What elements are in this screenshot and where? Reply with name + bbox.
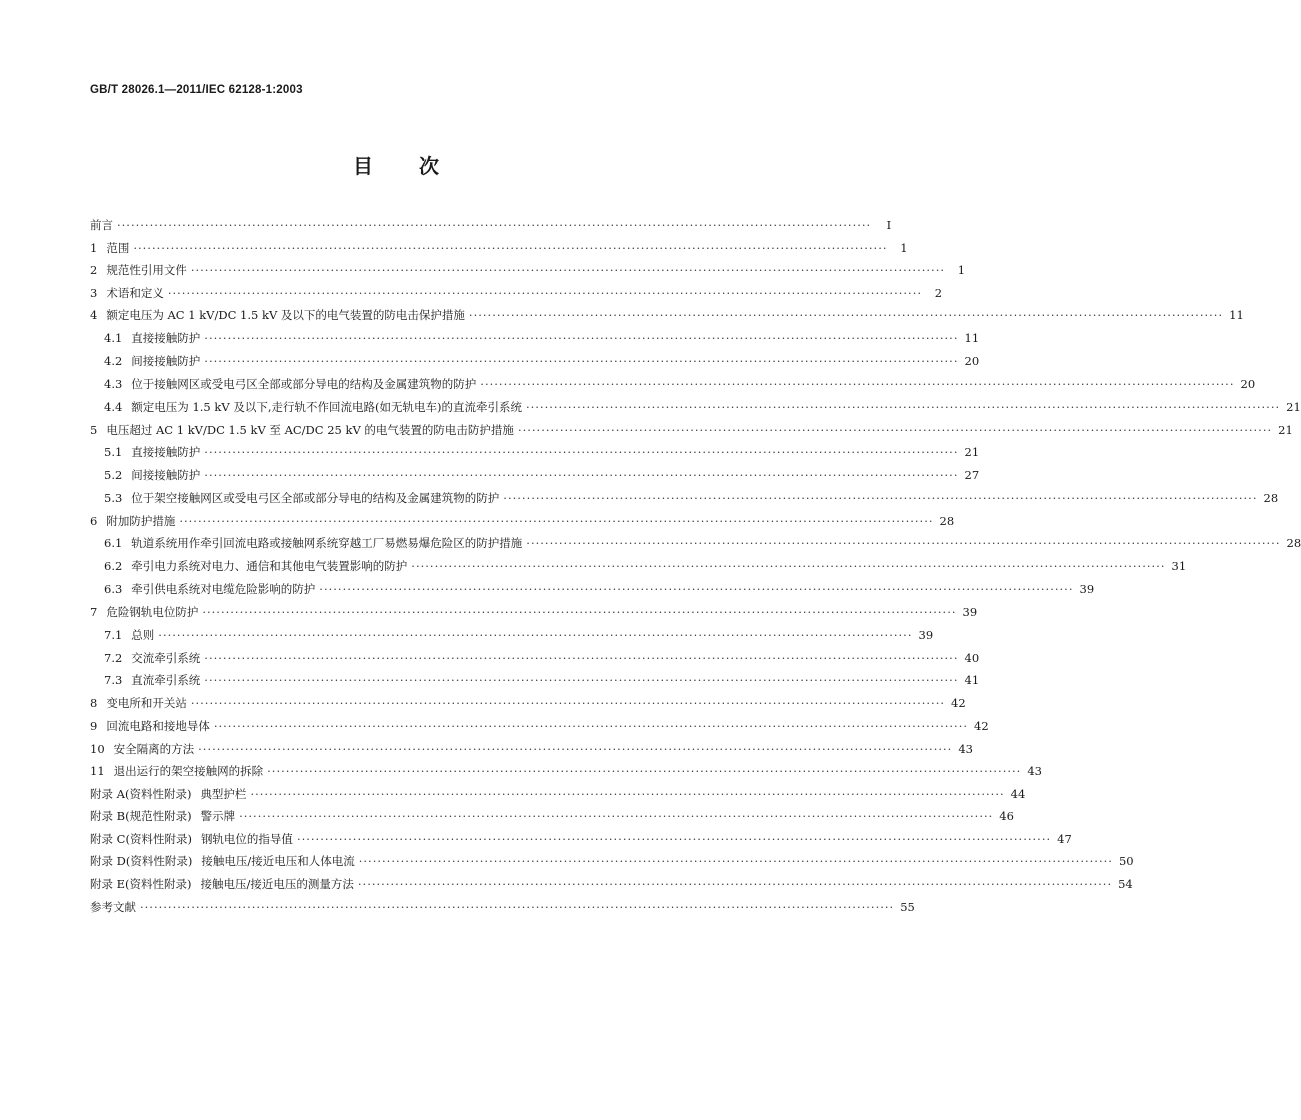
toc-entry[interactable]: [90, 738, 973, 761]
dot-leader: [358, 873, 1112, 896]
toc-entry-label: [90, 214, 113, 237]
toc-entry-page: Ⅰ: [886, 218, 892, 232]
toc-entry[interactable]: [90, 692, 966, 715]
dot-leader: [158, 624, 912, 647]
toc-entry-number: 附录 B(规范性附录): [90, 809, 192, 824]
toc-entry-label: [90, 783, 246, 806]
dot-leader: [250, 783, 1004, 806]
toc-entry-page: 42: [951, 696, 966, 711]
toc-entry-page: 21: [1278, 422, 1293, 437]
toc-entry-label: [90, 282, 164, 305]
dot-leader: [526, 396, 1280, 419]
toc-entry-label: [90, 237, 129, 260]
toc-entry[interactable]: [90, 578, 1095, 601]
toc-entry-label: [90, 715, 210, 738]
toc-entry[interactable]: [90, 850, 1134, 873]
toc-entry[interactable]: [90, 532, 1301, 555]
dot-leader: [202, 601, 956, 624]
toc-entry-page: 31: [1171, 559, 1187, 574]
dot-leader: [133, 237, 887, 260]
toc-entry-label: [90, 304, 465, 327]
toc-entry-text: 参考文献: [90, 899, 136, 914]
toc-entry-number: 7.1: [104, 627, 123, 642]
dot-leader: [480, 373, 1234, 396]
toc-entry-text: 危险钢轨电位防护: [106, 605, 199, 620]
toc-entry-number: 6.3: [104, 582, 123, 597]
toc-entry-text: 接触电压/接近电压的测量方法: [200, 877, 354, 892]
toc-entry-number: 附录 C(资料性附录): [90, 831, 192, 846]
toc-entry-number: 8: [90, 696, 98, 711]
toc-entry-label: [104, 396, 522, 419]
toc-entry-label: [104, 464, 200, 487]
toc-entry-number: 附录 A(资料性附录): [90, 786, 192, 801]
toc-entry-page: 41: [964, 673, 980, 688]
toc-entry-page: 11: [1229, 308, 1244, 323]
toc-entry-number: 9: [90, 718, 98, 733]
toc-entry-text: 直接接触防护: [131, 445, 201, 460]
toc-entry-number: 附录 E(资料性附录): [90, 877, 192, 892]
dot-leader: [204, 441, 958, 464]
toc-entry[interactable]: [90, 715, 989, 738]
toc-entry-page: 40: [964, 650, 980, 665]
toc-entry-text: 位于架空接触网区或受电弓区全部或部分导电的结构及金属建筑物的防护: [131, 490, 500, 505]
toc-entry-text: 牵引供电系统对电缆危险影响的防护: [131, 582, 316, 597]
toc-entry[interactable]: [90, 783, 1026, 806]
toc-entry-number: 4.1: [104, 330, 123, 345]
toc-entry-label: [104, 647, 200, 670]
toc-entry[interactable]: [90, 873, 1133, 896]
toc-entry-number: 5.3: [104, 490, 123, 505]
toc-entry-number: 10: [90, 741, 105, 756]
dot-leader: [204, 647, 958, 670]
toc-entry-text: 接触电压/接近电压和人体电流: [201, 854, 355, 869]
toc-entry-number: 5.1: [104, 445, 123, 460]
toc-entry-label: [104, 487, 499, 510]
toc-entry-label: [90, 259, 187, 282]
toc-entry-text: 变电所和开关站: [106, 696, 187, 711]
dot-leader: [518, 419, 1272, 442]
dot-leader: [469, 304, 1223, 327]
toc-entry-page: 21: [1286, 399, 1301, 414]
toc-entry-number: 3: [90, 285, 98, 300]
toc-entry-number: 2: [90, 263, 98, 278]
toc-entry-text: 安全隔离的方法: [113, 741, 195, 756]
toc-entry-text: 直接接触防护: [131, 330, 201, 345]
dot-leader: [204, 464, 958, 487]
toc-entry-text: 间接接触防护: [131, 468, 201, 483]
toc-entry-label: [90, 896, 136, 919]
dot-leader: [239, 805, 993, 828]
toc-entry-page: 21: [964, 445, 980, 460]
toc-entry-label: [104, 624, 154, 647]
toc-entry[interactable]: [90, 555, 1187, 578]
document-code-header: GB/T 28026.1—2011/IEC 62128-1:2003: [90, 84, 303, 96]
title-char: 目: [353, 154, 373, 178]
toc-entry[interactable]: [90, 669, 980, 692]
toc-entry-text: 额定电压为 1.5 kV 及以下,走行轨不作回流电路(如无轨电车)的直流牵引系统: [131, 399, 522, 414]
toc-entry-page: 39: [962, 605, 978, 620]
dot-leader: [526, 532, 1280, 555]
toc-entry-page: 20: [1240, 376, 1256, 391]
toc-entry-text: 轨道系统用作牵引回流电路或接触网系统穿越工厂易燃易爆危险区的防护措施: [131, 536, 523, 551]
toc-entry-number: 6: [90, 513, 98, 528]
toc-entry-number: 7.2: [104, 650, 123, 665]
dot-leader: [168, 282, 922, 305]
toc-entry[interactable]: [90, 647, 980, 670]
dot-leader: [297, 828, 1051, 851]
toc-entry-label: [104, 555, 407, 578]
toc-entry[interactable]: [90, 487, 1279, 510]
toc-entry[interactable]: [90, 510, 955, 533]
toc-entry-label: [90, 850, 355, 873]
toc-entry-text: 术语和定义: [106, 285, 164, 300]
toc-entry-text: 额定电压为 AC 1 kV/DC 1.5 kV 及以下的电气装置的防电击保护措施: [106, 308, 465, 323]
toc-entry-page: 46: [999, 809, 1014, 824]
toc-entry-text: 警示牌: [200, 809, 236, 824]
toc-entry[interactable]: [90, 327, 980, 350]
toc-entry-text: 牵引电力系统对电力、通信和其他电气装置影响的防护: [131, 559, 408, 574]
toc-entry-text: 退出运行的架空接触网的拆除: [113, 764, 264, 779]
toc-entry-page: 55: [900, 899, 915, 914]
toc-entry-label: [90, 510, 175, 533]
toc-entry[interactable]: [90, 464, 980, 487]
toc-entry-label: [90, 692, 187, 715]
toc-entry-text: 交流牵引系统: [131, 650, 201, 665]
toc-entry-number: 4: [90, 308, 98, 323]
toc-entry-number: 4.4: [104, 399, 123, 414]
toc-entry[interactable]: [90, 624, 934, 647]
toc-entry-text: 钢轨电位的指导值: [200, 831, 293, 846]
toc-entry-number: 6.2: [104, 559, 123, 574]
toc-entry-label: [104, 669, 200, 692]
toc-entry[interactable]: [90, 259, 966, 282]
toc-entry[interactable]: [90, 396, 1301, 419]
toc-entry-page: 39: [1079, 582, 1095, 597]
page-title: [0, 150, 792, 179]
toc-entry-label: [90, 738, 194, 761]
toc-entry-text: 前言: [90, 218, 113, 232]
toc-entry-label: [104, 578, 315, 601]
toc-entry[interactable]: [90, 441, 980, 464]
dot-leader: [319, 578, 1073, 601]
toc-entry[interactable]: [90, 350, 980, 373]
toc-entry-label: [90, 419, 514, 442]
toc-entry-page: 44: [1010, 786, 1026, 801]
toc-entry-label: [90, 828, 293, 851]
toc-entry[interactable]: [90, 419, 1293, 442]
toc-entry[interactable]: [90, 805, 1014, 828]
title-char: 次: [419, 154, 439, 178]
toc-entry-page: 1: [957, 263, 966, 278]
toc-entry[interactable]: [90, 237, 908, 260]
toc-entry-number: 6.1: [104, 536, 123, 551]
toc-entry-page: 28: [1286, 536, 1301, 551]
dot-leader: [140, 896, 894, 919]
toc-entry-label: [104, 441, 200, 464]
toc-entry-text: 规范性引用文件: [106, 263, 187, 278]
toc-entry-label: [90, 873, 354, 896]
dot-leader: [191, 259, 945, 282]
toc-entry-page: 2: [934, 285, 943, 300]
dot-leader: [411, 555, 1165, 578]
toc-entry-text: 间接接触防护: [131, 353, 201, 368]
toc-entry-label: [90, 601, 198, 624]
toc-entry-number: 附录 D(资料性附录): [90, 854, 193, 869]
toc-entry-number: 4.2: [104, 353, 123, 368]
toc-entry-page: 42: [974, 718, 989, 733]
toc-entry[interactable]: [90, 828, 1072, 851]
dot-leader: [503, 487, 1257, 510]
toc-entry-text: 电压超过 AC 1 kV/DC 1.5 kV 至 AC/DC 25 kV 的电气装置的防电击防护措施: [106, 422, 514, 437]
toc-entry-label: [104, 327, 200, 350]
toc-entry-label: [104, 350, 200, 373]
toc-entry-page: 1: [900, 240, 908, 255]
toc-entry[interactable]: [90, 304, 1244, 327]
toc-entry-number: 7: [90, 605, 98, 620]
toc-entry-label: [104, 373, 476, 396]
toc-entry-page: 50: [1118, 854, 1134, 869]
toc-entry-page: 28: [1263, 490, 1279, 505]
toc-entry-text: 范围: [106, 240, 130, 255]
dot-leader: [204, 327, 958, 350]
toc-entry-text: 附加防护措施: [106, 513, 176, 528]
toc-entry-text: 位于接触网区或受电弓区全部或部分导电的结构及金属建筑物的防护: [131, 376, 477, 391]
toc-entry-label: [90, 805, 235, 828]
toc-entry-page: 43: [958, 741, 973, 756]
toc-entry-page: 20: [964, 353, 980, 368]
dot-leader: [204, 350, 958, 373]
toc-entry[interactable]: [90, 896, 915, 919]
toc-entry[interactable]: [90, 214, 892, 237]
toc-entry-text: 典型护栏: [200, 786, 247, 801]
dot-leader: [214, 715, 968, 738]
toc-entry[interactable]: [90, 373, 1256, 396]
toc-entry-text: 回流电路和接地导体: [106, 718, 210, 733]
toc-entry-number: 5: [90, 422, 98, 437]
toc-entry-label: [104, 532, 522, 555]
dot-leader: [198, 738, 952, 761]
toc-entry-number: 7.3: [104, 673, 123, 688]
dot-leader: [179, 510, 933, 533]
toc-entry-page: 39: [918, 627, 934, 642]
dot-leader: [117, 214, 871, 237]
toc-entry-number: 1: [90, 240, 98, 255]
toc-entry-number: 4.3: [104, 376, 123, 391]
toc-entry-text: 直流牵引系统: [131, 673, 201, 688]
toc-entry-label: [90, 760, 263, 783]
dot-leader: [191, 692, 945, 715]
toc-entry[interactable]: [90, 760, 1042, 783]
toc-entry-page: 27: [964, 468, 980, 483]
toc-entry-page: 47: [1057, 831, 1072, 846]
dot-leader: [359, 850, 1113, 873]
toc-entry[interactable]: [90, 601, 978, 624]
toc-entry-text: 总则: [131, 627, 155, 642]
toc-entry-number: 5.2: [104, 468, 123, 483]
toc-entry-page: 28: [939, 513, 955, 528]
toc-entry-page: 54: [1118, 877, 1133, 892]
dot-leader: [267, 760, 1021, 783]
toc-entry[interactable]: [90, 282, 943, 305]
table-of-contents: [90, 214, 1301, 918]
toc-entry-page: 11: [964, 330, 980, 345]
toc-entry-page: 43: [1027, 764, 1042, 779]
toc-entry-number: 11: [90, 764, 105, 779]
dot-leader: [204, 669, 958, 692]
